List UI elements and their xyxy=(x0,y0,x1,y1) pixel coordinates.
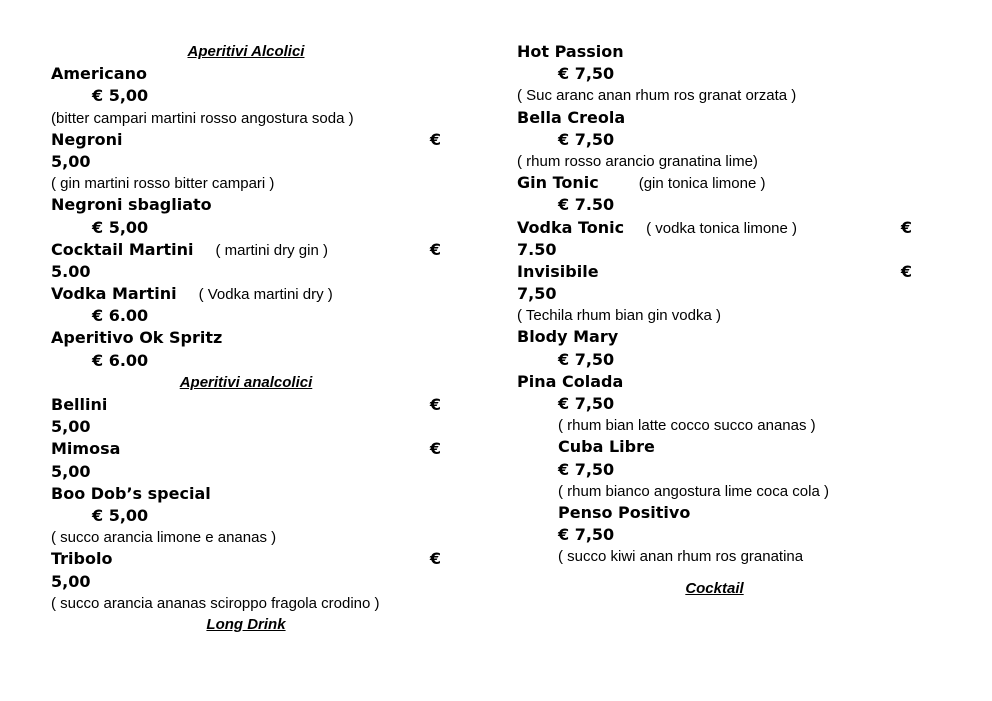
right-column xyxy=(517,41,912,600)
section-heading-text: Long Drink xyxy=(206,615,286,633)
menu-item-title xyxy=(51,327,441,349)
item-name: Hot Passion xyxy=(517,42,624,61)
item-price xyxy=(517,349,912,371)
item-ingredients xyxy=(517,85,912,106)
euro-sign: € xyxy=(900,261,912,281)
menu-item-title xyxy=(517,217,912,239)
ingredients-text: ( rhum rosso arancio granatina lime) xyxy=(517,152,758,170)
item-price xyxy=(517,524,912,546)
item-price xyxy=(517,129,912,151)
item-name: 5,00 xyxy=(51,571,91,591)
menu-item-title xyxy=(51,483,441,505)
section-heading xyxy=(51,614,441,636)
price-text: € 6.00 xyxy=(92,350,149,370)
item-name: Cocktail Martini xyxy=(51,239,194,259)
ingredients-text: ( rhum bianco angostura lime coca cola ) xyxy=(558,482,829,500)
item-ingredients xyxy=(517,415,912,436)
item-ingredients xyxy=(517,481,912,502)
menu-item-title xyxy=(51,239,441,261)
item-price xyxy=(517,63,912,85)
menu-item-title xyxy=(51,129,441,151)
item-name: Invisibile xyxy=(517,261,599,281)
item-name: 5,00 xyxy=(51,417,91,437)
ingredients-text: ( succo kiwi anan rhum ros granatina xyxy=(558,548,804,566)
item-price xyxy=(51,505,441,527)
spacer xyxy=(517,568,912,578)
menu-item-title xyxy=(517,371,912,393)
ingredients-text: (bitter campari martini rosso angostura soda ) xyxy=(51,109,354,127)
menu-item-title xyxy=(51,261,441,283)
item-name: 7,50 xyxy=(517,284,557,304)
item-name: Vodka Tonic xyxy=(517,217,625,237)
menu-item-title xyxy=(51,461,441,483)
price-text: € 7,50 xyxy=(558,64,615,84)
item-description: ( vodka tonica limone ) xyxy=(646,219,798,237)
item-name: Penso Positivo xyxy=(558,502,691,522)
item-ingredients xyxy=(517,546,912,567)
menu-item-title xyxy=(517,41,912,63)
item-price xyxy=(517,459,912,481)
item-description: ( martini dry gin ) xyxy=(215,241,328,259)
item-name: Tribolo xyxy=(51,549,113,569)
menu-item-title xyxy=(517,326,912,348)
menu-item-title xyxy=(51,438,441,460)
price-text: € 7,50 xyxy=(558,129,615,149)
euro-sign: € xyxy=(900,217,912,237)
menu-item-title xyxy=(517,436,912,458)
price-text: € 7,50 xyxy=(558,525,615,545)
item-name: Bellini xyxy=(51,395,108,414)
section-heading xyxy=(51,372,441,394)
menu-item-title xyxy=(517,283,912,305)
item-name: Negroni sbagliato xyxy=(51,195,212,215)
item-name: Negroni xyxy=(51,129,123,149)
item-ingredients xyxy=(51,593,441,614)
item-name: Vodka Martini xyxy=(51,284,177,304)
section-heading xyxy=(51,41,441,63)
left-column xyxy=(51,41,441,636)
menu-item-title xyxy=(517,502,912,524)
price-text: € 7,50 xyxy=(558,459,615,479)
item-name: 5.00 xyxy=(51,261,91,281)
section-heading xyxy=(517,578,912,600)
item-price xyxy=(51,217,441,239)
item-ingredients xyxy=(517,151,912,172)
item-name: Pina Colada xyxy=(517,371,624,391)
item-ingredients xyxy=(517,305,912,326)
menu-item-title xyxy=(517,261,912,283)
section-heading-text: Aperitivi analcolici xyxy=(179,373,313,391)
menu-item-title xyxy=(51,416,441,438)
item-price xyxy=(517,194,912,216)
price-text: € 7,50 xyxy=(558,349,615,369)
item-name: Americano xyxy=(51,64,147,84)
menu-item-title xyxy=(517,107,912,129)
menu-item-title xyxy=(51,571,441,593)
item-price xyxy=(51,305,441,327)
price-text: € 5,00 xyxy=(92,505,149,525)
item-name: Mimosa xyxy=(51,439,121,459)
ingredients-text: ( rhum bian latte cocco succo ananas ) xyxy=(558,417,816,435)
item-name: 5,00 xyxy=(51,461,91,481)
item-ingredients xyxy=(51,527,441,548)
price-text: € 5,00 xyxy=(92,86,149,106)
ingredients-text: ( Techila rhum bian gin vodka ) xyxy=(517,307,721,325)
ingredients-text: ( Suc aranc anan rhum ros granat orzata ) xyxy=(517,87,797,105)
price-text: € 5,00 xyxy=(92,217,149,237)
item-name: 7.50 xyxy=(517,239,557,259)
item-name: Cuba Libre xyxy=(558,437,655,457)
item-name: Boo Dob’s special xyxy=(51,483,211,503)
menu-item-title xyxy=(51,194,441,216)
item-name: Aperitivo Ok Spritz xyxy=(51,328,223,348)
item-name: Bella Creola xyxy=(517,107,626,127)
section-heading-text: Cocktail xyxy=(685,579,744,597)
ingredients-text: ( succo arancia limone e ananas ) xyxy=(51,529,277,547)
item-name: Gin Tonic xyxy=(517,173,599,193)
item-ingredients xyxy=(51,173,441,194)
menu-item-title xyxy=(51,151,441,173)
item-name: 5,00 xyxy=(51,151,91,171)
euro-sign: € xyxy=(429,549,441,569)
menu-item-title xyxy=(51,394,441,416)
euro-sign: € xyxy=(429,239,441,259)
ingredients-text: ( gin martini rosso bitter campari ) xyxy=(51,175,275,193)
item-ingredients xyxy=(51,108,441,129)
item-price xyxy=(51,85,441,107)
euro-sign: € xyxy=(429,439,441,459)
section-heading-text: Aperitivi Alcolici xyxy=(187,43,305,60)
menu-item-title xyxy=(517,239,912,261)
euro-sign: € xyxy=(429,395,441,414)
menu-item-title xyxy=(517,172,912,194)
item-name: Blody Mary xyxy=(517,327,619,347)
menu-item-title xyxy=(51,63,441,85)
item-price xyxy=(517,393,912,415)
ingredients-text: ( succo arancia ananas sciroppo fragola crodino ) xyxy=(51,594,380,612)
price-text: € 7.50 xyxy=(558,195,615,215)
item-description: ( Vodka martini dry ) xyxy=(198,286,333,304)
price-text: € 6.00 xyxy=(92,306,149,326)
price-text: € 7,50 xyxy=(558,394,615,413)
item-price xyxy=(51,350,441,372)
menu-item-title xyxy=(51,548,441,570)
item-description: (gin tonica limone ) xyxy=(638,175,766,193)
menu-item-title xyxy=(51,283,441,305)
euro-sign: € xyxy=(429,129,441,149)
